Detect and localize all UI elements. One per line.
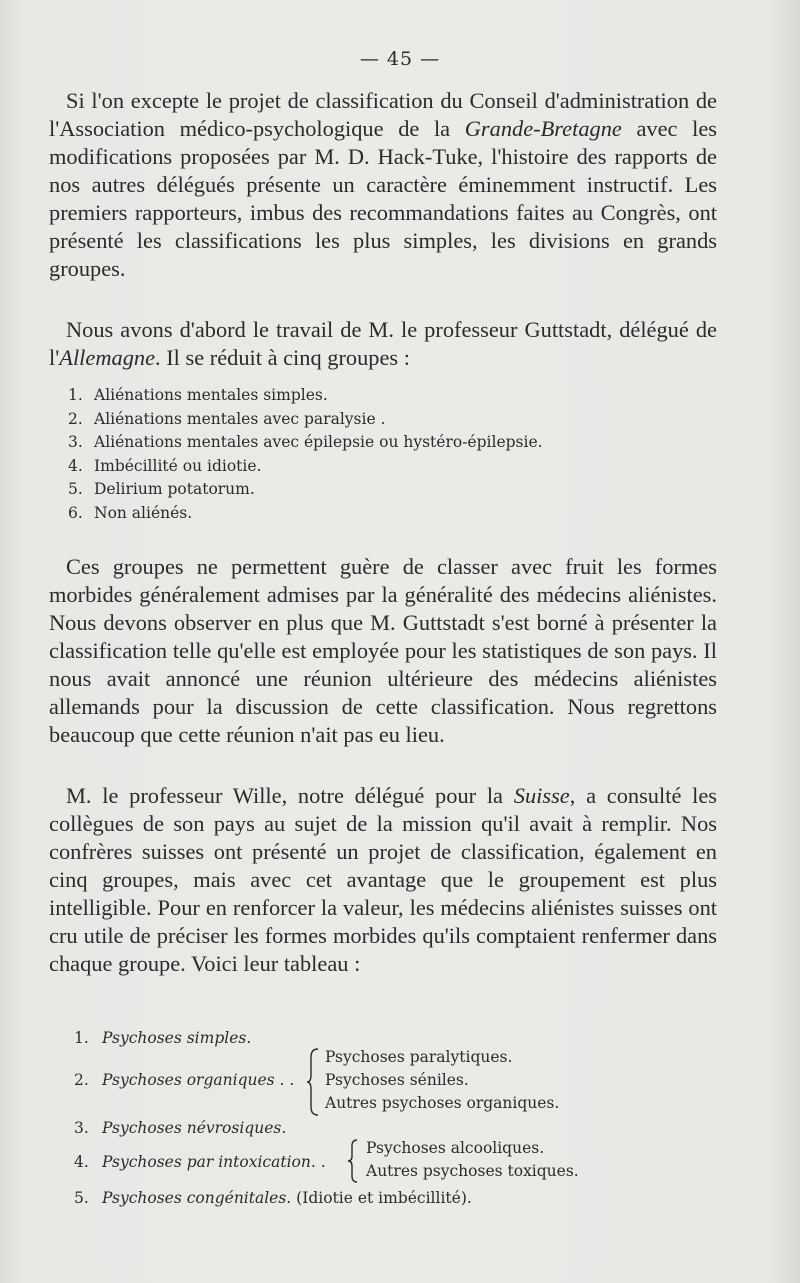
list-item-text: Aliénations mentales avec épilepsie ou hystéro-épilepsie. xyxy=(94,433,543,452)
list-item-text: Imbécillité ou idiotie. xyxy=(94,456,262,475)
subgroup-item: Psychoses paralytiques. xyxy=(325,1048,513,1066)
group-label: Psychoses par intoxication. . xyxy=(102,1153,326,1171)
row-number: 1. xyxy=(74,1029,89,1047)
paragraph-suisse-text-2: , a consulté les collègues de son pays au sujet de la mission qu'il avait à remplir. Nos confrères suisses ont présenté un projet de classification, également en cinq groupes, mais avec cet avantage que le groupement est plus intelligible. Pour en renforcer la valeur, les médecins aliénistes suisses ont cru utile de préciser les formes morbides qu'ils comptaient renfermer dans chaque groupe. Voici leur tableau : xyxy=(49,783,717,976)
group-label: Psychoses congénitales. xyxy=(102,1189,292,1207)
list-item-number: 5. xyxy=(68,480,83,499)
table-row xyxy=(74,1153,326,1171)
subgroup-item: Psychoses alcooliques. xyxy=(366,1139,545,1157)
list-item-text: Aliénations mentales avec paralysie . xyxy=(94,409,386,428)
paragraph-commentary xyxy=(49,553,717,749)
subgroup-item: Autres psychoses organiques. xyxy=(325,1094,560,1112)
group-label: Psychoses névrosiques. xyxy=(102,1119,287,1137)
list-item-text: Non aliénés. xyxy=(94,503,193,522)
row-number: 3. xyxy=(74,1119,89,1137)
table-row xyxy=(74,1119,286,1137)
list-item xyxy=(68,384,688,408)
paragraph-suisse-text-1: M. le professeur Wille, notre délégué pour la xyxy=(66,783,514,808)
paragraph-allemagne xyxy=(49,316,717,372)
subgroup-item: Psychoses séniles. xyxy=(325,1071,469,1089)
country-allemagne: Allemagne xyxy=(59,345,156,370)
row-number: 2. xyxy=(74,1071,89,1089)
page-number: — 45 — xyxy=(359,48,441,70)
list-item xyxy=(68,408,688,432)
german-groups-list xyxy=(68,384,688,526)
row-number: 5. xyxy=(74,1189,89,1207)
list-item-number: 3. xyxy=(68,433,83,452)
curly-brace-icon xyxy=(347,1138,359,1184)
group-extra: (Idiotie et imbécillité). xyxy=(291,1189,472,1207)
list-item xyxy=(68,431,688,455)
paragraph-intro-text-2: avec les modifications proposées par M. D. Hack-Tuke, l'histoire des rapports de nos autres délégués présente un caractère éminemment instructif. Les premiers rapporteurs, imbus des recommandations faites au Congrès, ont présenté les classifications les plus simples, les divisions en grands groupes. xyxy=(49,116,717,281)
list-item xyxy=(68,455,688,479)
group-label: Psychoses organiques . . xyxy=(102,1071,295,1089)
list-item-number: 6. xyxy=(68,503,83,522)
paragraph-suisse xyxy=(49,782,717,978)
paragraph-commentary-text: Ces groupes ne permettent guère de classer avec fruit les formes morbides généralement admises par la généralité des médecins aliénistes. Nous devons observer en plus que M. Guttstadt s'est borné à présenter la classification telle qu'elle est employée pour les statistiques de son pays. Il nous avait annoncé une réunion ultérieure des médecins aliénistes allemands pour la discussion de cette classification. Nous regrettons beaucoup que cette réunion n'ait pas eu lieu. xyxy=(49,554,717,747)
list-item-number: 1. xyxy=(68,386,83,404)
list-item-number: 4. xyxy=(68,456,83,475)
paragraph-allemagne-text-1: Nous avons d'abord le travail de M. le professeur Guttstadt, délégué de l' xyxy=(49,317,717,370)
curly-brace-icon xyxy=(306,1047,320,1117)
country-suisse: Suisse xyxy=(513,783,570,808)
subgroup-item: Autres psychoses toxiques. xyxy=(366,1162,579,1180)
list-item-text: Delirium potatorum. xyxy=(94,480,255,499)
list-item-text: Aliénations mentales simples. xyxy=(94,386,328,404)
row-number: 4. xyxy=(74,1153,89,1171)
list-item xyxy=(68,478,688,502)
paragraph-intro-text-1: Si l'on excepte le projet de classification du Conseil d'administration de l'Association médico-psychologique de la xyxy=(49,88,717,141)
list-item-number: 2. xyxy=(68,409,83,428)
table-row xyxy=(74,1071,294,1089)
country-grande-bretagne: Grande-Bretagne xyxy=(464,116,622,141)
table-row xyxy=(74,1189,472,1207)
paragraph-allemagne-text-2: . Il se réduit à cinq groupes : xyxy=(155,345,410,370)
list-item xyxy=(68,502,688,526)
paragraph-intro xyxy=(49,87,717,283)
table-row xyxy=(74,1029,251,1047)
group-label: Psychoses simples. xyxy=(102,1029,252,1047)
